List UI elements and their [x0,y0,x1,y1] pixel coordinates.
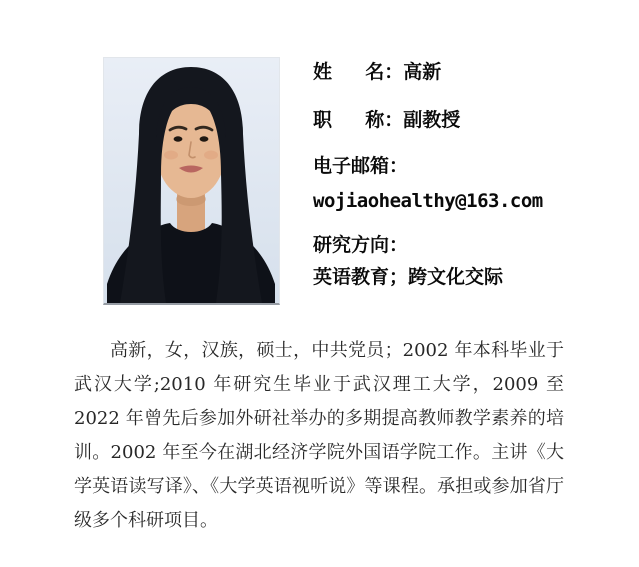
cheek-right [204,151,218,160]
profile-photo [103,57,280,305]
bio-paragraph: 高新，女，汉族，硕士，中共党员；2002 年本科毕业于武汉大学;2010 年研究生毕业于武汉理工大学，2009 至 2022 年曾先后参加外研社举办的多期提高教师教学素养的培训。2002 年至今在湖北经济学院外国语学院工作。主讲《大学英语读写译》、《大学英语视听说》等课程。承担或参加省厅级多个科研项目。 [74,340,564,531]
title-label: 职 称： [313,109,404,131]
name-label: 姓 名： [313,61,404,83]
name-value: 高新 [403,61,442,83]
research-value: 英语教育；跨文化交际 [313,266,504,288]
name-row [313,61,441,83]
eye-left [174,136,183,141]
cheek-left [164,151,178,160]
email-label: 电子邮箱： [313,155,409,177]
title-value: 副教授 [403,109,461,131]
research-label: 研究方向： [313,234,409,256]
title-row [313,109,460,131]
profile-info [313,57,613,302]
eye-right [200,136,209,141]
portrait-illustration [104,58,279,303]
email-value: wojiaohealthy@163.com [313,190,543,212]
